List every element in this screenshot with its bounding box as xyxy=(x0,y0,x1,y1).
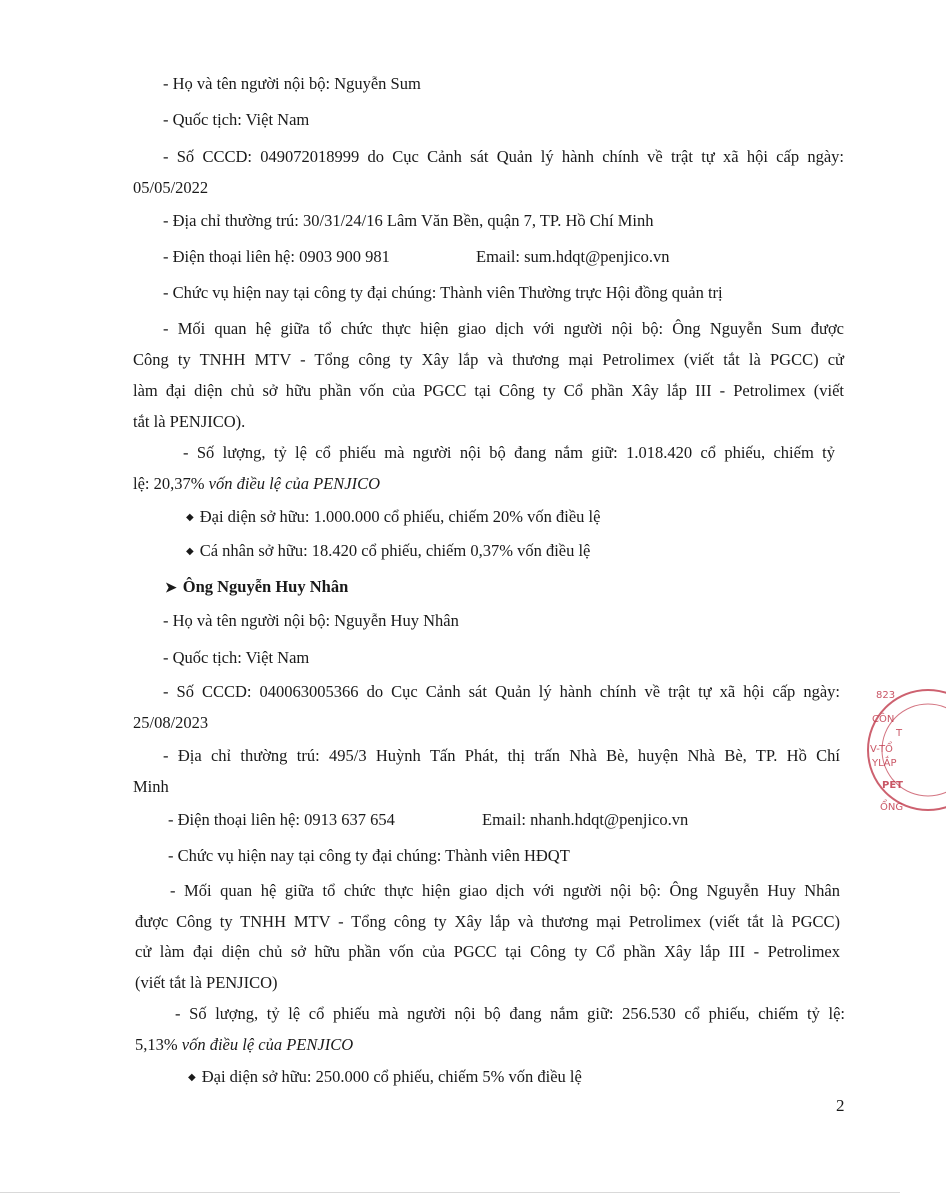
sum-relation-line-4: tắt là PENJICO). xyxy=(133,412,246,431)
svg-text:CÔN: CÔN xyxy=(872,714,895,725)
page-number: 2 xyxy=(836,1096,845,1115)
sum-shares-line-1: - Số lượng, tỷ lệ cổ phiếu mà người nội bộ đang nắm giữ: 1.018.420 cổ phiếu, chiếm tỷ xyxy=(183,443,835,462)
sum-shares-charter: vốn điều lệ của PENJICO xyxy=(208,474,380,493)
svg-text:PET: PET xyxy=(882,780,903,791)
nhan-id-line-2: 25/08/2023 xyxy=(133,713,209,732)
nhan-shares-percent: 5,13% xyxy=(135,1035,178,1054)
svg-text:ỔNG: ỔNG xyxy=(880,802,904,813)
nhan-heading-text: Ông Nguyễn Huy Nhân xyxy=(182,577,349,596)
svg-text:YLẮP: YLẮP xyxy=(872,758,897,769)
nhan-shares-line-2 xyxy=(135,1035,353,1055)
sum-representative-text: Đại diện sở hữu: 1.000.000 cổ phiếu, chiếm 20% vốn điều lệ xyxy=(199,507,601,526)
sum-relation-line-3: làm đại diện chủ sở hữu phần vốn của PGCC tại Công ty Cổ phần Xây lắp III - Petrolimex (viết xyxy=(133,381,844,400)
sum-position: - Chức vụ hiện nay tại công ty đại chúng: Thành viên Thường trực Hội đồng quản trị xyxy=(163,283,723,302)
nhan-relation-line-3: cử làm đại diện chủ sở hữu phần vốn của PGCC tại Công ty Cổ phần Xây lắp III - Petrolimex xyxy=(135,942,840,961)
nhan-nationality: - Quốc tịch: Việt Nam xyxy=(163,648,310,667)
sum-phone: - Điện thoại liên hệ: 0903 900 981 xyxy=(163,247,390,266)
nhan-relation-line-1: - Mối quan hệ giữa tổ chức thực hiện giao dịch với người nội bộ: Ông Nguyễn Huy Nhân xyxy=(170,881,840,900)
nhan-address-line-2: Minh xyxy=(133,777,169,796)
company-seal xyxy=(866,670,946,830)
sum-relation-line-2: Công ty TNHH MTV - Tổng công ty Xây lắp và thương mại Petrolimex (viết tắt là PGCC) cử xyxy=(133,350,844,369)
sum-nationality: - Quốc tịch: Việt Nam xyxy=(163,110,310,129)
nhan-full-name: - Họ và tên người nội bộ: Nguyễn Huy Nhân xyxy=(163,611,459,630)
nhan-position: - Chức vụ hiện nay tại công ty đại chúng: Thành viên HĐQT xyxy=(168,846,570,865)
svg-text:V-TỔ: V-TỔ xyxy=(870,744,893,755)
nhan-phone: - Điện thoại liên hệ: 0913 637 654 xyxy=(168,810,395,829)
nhan-relation-line-2: được Công ty TNHH MTV - Tổng công ty Xây lắp và thương mại Petrolimex (viết tắt là PGCC) xyxy=(135,912,840,931)
nhan-representative-item xyxy=(188,1067,582,1090)
nhan-shares-line-1: - Số lượng, tỷ lệ cổ phiếu mà người nội bộ đang nắm giữ: 256.530 cổ phiếu, chiếm tỷ lệ: xyxy=(175,1004,845,1023)
sum-id-line-1: - Số CCCD: 049072018999 do Cục Cảnh sát Quản lý hành chính về trật tự xã hội cấp ngày: xyxy=(163,147,844,166)
diamond-bullet-icon: ◆ xyxy=(188,1072,196,1083)
nhan-address-line-1: - Địa chỉ thường trú: 495/3 Huỳnh Tấn Phát, thị trấn Nhà Bè, huyện Nhà Bè, TP. Hồ Chí xyxy=(163,746,840,765)
sum-representative-item xyxy=(186,507,600,530)
nhan-representative-text: Đại diện sở hữu: 250.000 cổ phiếu, chiếm 5% vốn điều lệ xyxy=(201,1067,582,1086)
nhan-heading xyxy=(165,577,348,599)
sum-personal-item xyxy=(186,541,590,564)
sum-shares-line-2 xyxy=(133,474,380,494)
sum-relation-line-1: - Mối quan hệ giữa tổ chức thực hiện giao dịch với người nội bộ: Ông Nguyễn Sum được xyxy=(163,319,844,338)
nhan-relation-line-4: (viết tắt là PENJICO) xyxy=(135,973,278,992)
bottom-divider xyxy=(0,1192,900,1193)
sum-shares-percent: lệ: 20,37% xyxy=(133,474,205,493)
sum-full-name: - Họ và tên người nội bộ: Nguyễn Sum xyxy=(163,74,421,93)
sum-id-line-2: 05/05/2022 xyxy=(133,178,209,197)
sum-personal-text: Cá nhân sở hữu: 18.420 cổ phiếu, chiếm 0,37% vốn điều lệ xyxy=(199,541,591,560)
sum-email: Email: sum.hdqt@penjico.vn xyxy=(476,247,670,266)
diamond-bullet-icon: ◆ xyxy=(186,512,194,523)
nhan-id-line-1: - Số CCCD: 040063005366 do Cục Cảnh sát Quản lý hành chính về trật tự xã hội cấp ngày: xyxy=(163,682,840,701)
sum-address: - Địa chỉ thường trú: 30/31/24/16 Lâm Văn Bền, quận 7, TP. Hồ Chí Minh xyxy=(163,211,654,230)
nhan-email: Email: nhanh.hdqt@penjico.vn xyxy=(482,810,689,829)
nhan-shares-charter: vốn điều lệ của PENJICO xyxy=(181,1035,354,1054)
svg-text:T: T xyxy=(896,728,903,739)
arrowhead-icon: ➤ xyxy=(165,581,177,596)
diamond-bullet-icon: ◆ xyxy=(186,546,194,557)
svg-text:823: 823 xyxy=(876,690,896,701)
